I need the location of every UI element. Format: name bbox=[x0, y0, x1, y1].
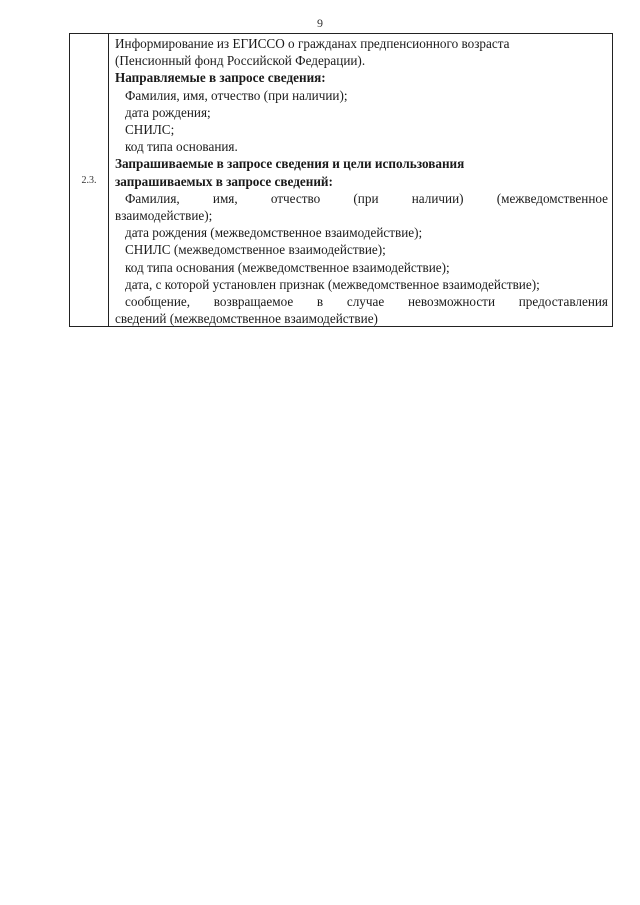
row-number-cell bbox=[70, 34, 109, 326]
requested-item: Фамилия, имя, отчество (при наличии) (межведомственное bbox=[125, 190, 608, 206]
requested-item: СНИЛС (межведомственное взаимодействие); bbox=[125, 242, 386, 258]
requested-item: дата рождения (межведомственное взаимодействие); bbox=[125, 225, 423, 241]
sent-item: Фамилия, имя, отчество (при наличии); bbox=[125, 87, 348, 103]
sent-item: код типа основания. bbox=[125, 139, 238, 155]
requested-item-cont: взаимодействие); bbox=[115, 208, 213, 224]
requested-item: код типа основания (межведомственное взаимодействие); bbox=[125, 259, 450, 275]
requested-item: дата, с которой установлен признак (межведомственное взаимодействие); bbox=[125, 276, 540, 292]
requested-heading: Запрашиваемые в запросе сведения и цели использования bbox=[115, 156, 465, 172]
sent-item: СНИЛС; bbox=[125, 122, 175, 138]
intro-text: Информирование из ЕГИССО о гражданах предпенсионного возраста bbox=[115, 36, 510, 51]
requested-heading-cont: запрашиваемых в запросе сведений: bbox=[115, 173, 333, 189]
sent-item: дата рождения; bbox=[125, 104, 211, 120]
sent-heading: Направляемые в запросе сведения: bbox=[115, 70, 326, 86]
page-number: 9 bbox=[317, 16, 323, 30]
row-content-cell bbox=[109, 34, 612, 326]
requested-item-cont: сведений (межведомственное взаимодействие) bbox=[115, 311, 378, 327]
requested-item: сообщение, возвращаемое в случае невозможности предоставления bbox=[125, 294, 608, 310]
row-number: 2.3. bbox=[81, 174, 97, 186]
requirements-table bbox=[69, 33, 613, 327]
intro-text-cont: (Пенсионный фонд Российской Федерации). bbox=[115, 53, 366, 69]
